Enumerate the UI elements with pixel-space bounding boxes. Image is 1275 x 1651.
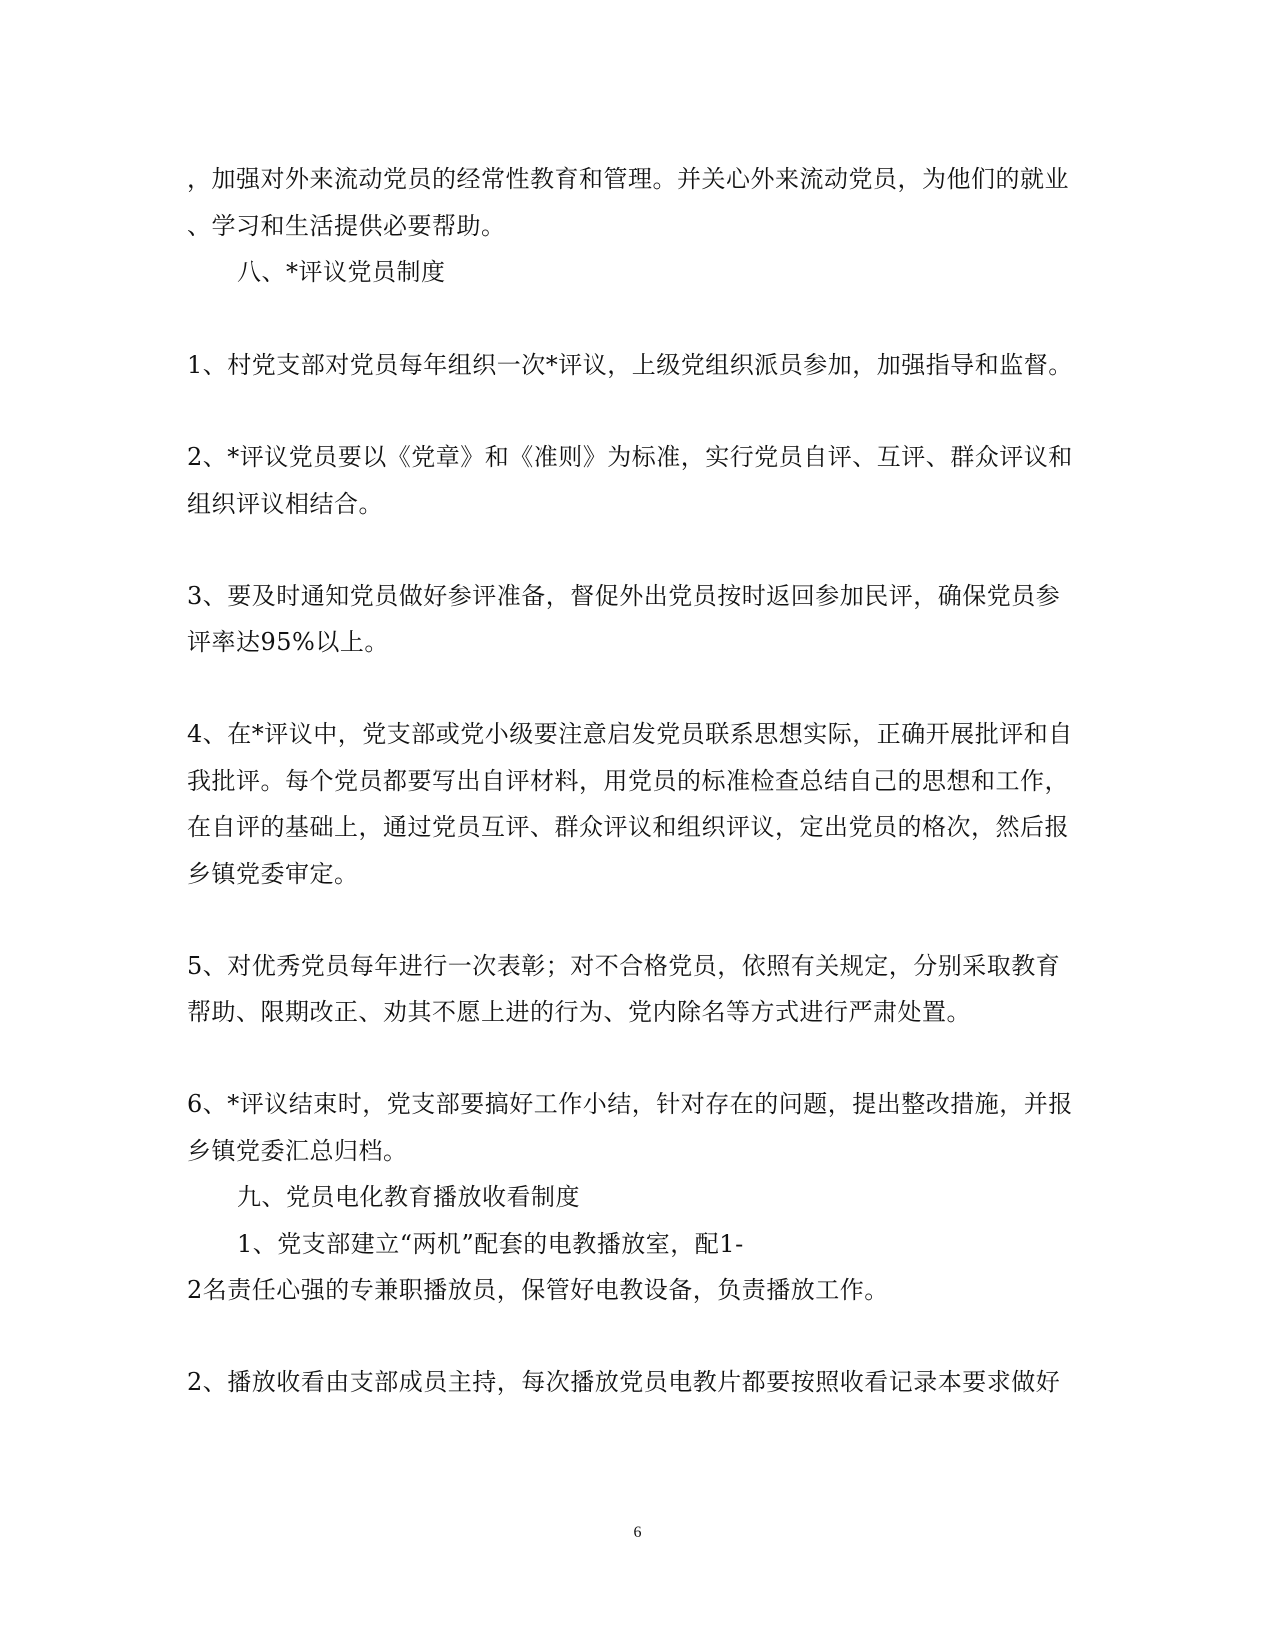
text-line: 组织评议相结合。 <box>187 490 383 518</box>
text-line: 2、*评议党员要以《党章》和《准则》为标准，实行党员自评、互评、群众评议和 <box>187 443 1073 471</box>
text-line: 乡镇党委汇总归档。 <box>187 1137 408 1165</box>
text-line: 2、播放收看由支部成员主持，每次播放党员电教片都要按照收看记录本要求做好 <box>187 1368 1061 1396</box>
text-line: 5、对优秀党员每年进行一次表彰；对不合格党员，依照有关规定，分别采取教育 <box>187 952 1061 980</box>
text-line: 我批评。每个党员都要写出自评材料，用党员的标准检查总结自己的思想和工作， <box>187 767 1069 795</box>
text-line: 2名责任心强的专兼职播放员，保管好电教设备，负责播放工作。 <box>187 1276 889 1304</box>
text-line: ，加强对外来流动党员的经常性教育和管理。并关心外来流动党员，为他们的就业 <box>187 165 1069 193</box>
text-line: 4、在*评议中，党支部或党小级要注意启发党员联系思想实际，正确开展批评和自 <box>187 720 1073 748</box>
text-line: 乡镇党委审定。 <box>187 860 359 888</box>
text-line: 1、党支部建立“两机”配套的电教播放室，配1- <box>237 1230 744 1258</box>
text-line: 评率达95%以上。 <box>187 628 389 656</box>
text-line: 3、要及时通知党员做好参评准备，督促外出党员按时返回参加民评，确保党员参 <box>187 582 1061 610</box>
section-heading: 八、*评议党员制度 <box>237 258 446 286</box>
text-line: 6、*评议结束时，党支部要搞好工作小结，针对存在的问题，提出整改措施，并报 <box>187 1090 1073 1118</box>
page-number: 6 <box>633 1524 642 1541</box>
section-heading: 九、党员电化教育播放收看制度 <box>237 1183 580 1211</box>
text-line: 1、村党支部对党员每年组织一次*评议，上级党组织派员参加，加强指导和监督。 <box>187 351 1073 379</box>
text-line: 在自评的基础上，通过党员互评、群众评议和组织评议，定出党员的格次，然后报 <box>187 813 1069 841</box>
text-line: 帮助、限期改正、劝其不愿上进的行为、党内除名等方式进行严肃处置。 <box>187 998 971 1026</box>
text-line: 、学习和生活提供必要帮助。 <box>187 212 506 240</box>
